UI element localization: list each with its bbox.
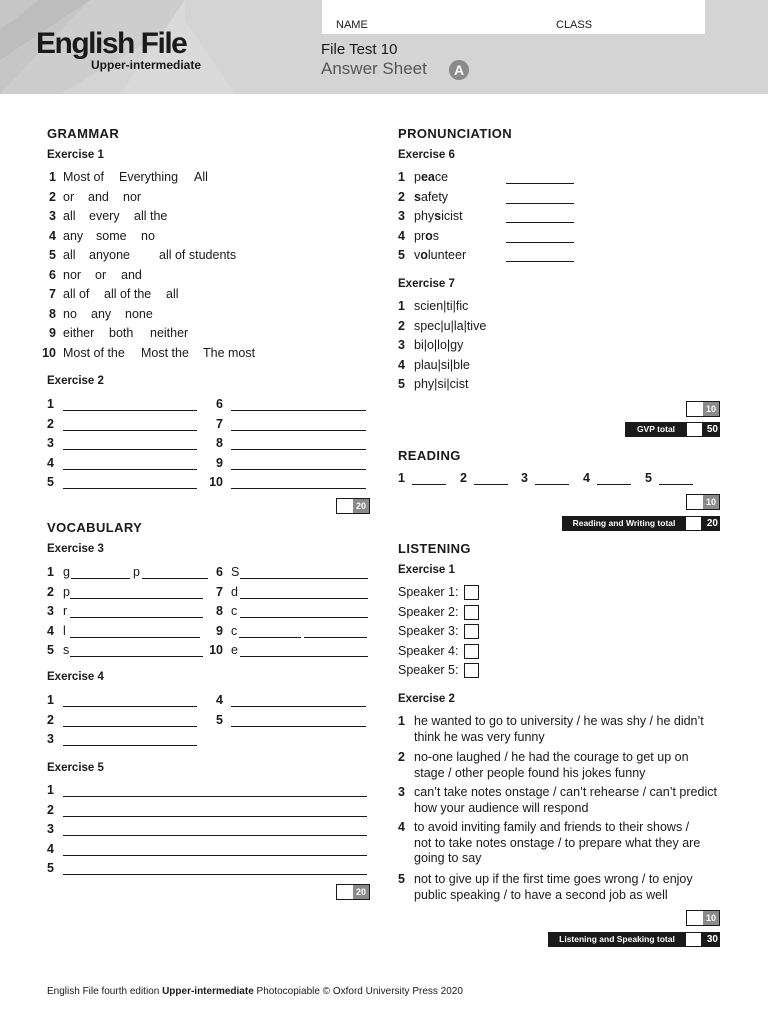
pronunciation-word: [414, 209, 463, 223]
answer-option[interactable]: Most the: [141, 345, 189, 360]
word-stress-sound: o: [420, 248, 428, 262]
grammar-heading: GRAMMAR: [47, 126, 120, 141]
class-label: CLASS: [556, 19, 593, 31]
word-part: pr: [414, 228, 426, 243]
answer-line[interactable]: [240, 656, 368, 657]
speaker-label: Speaker 2:: [398, 604, 459, 619]
speaker-label: Speaker 4:: [398, 643, 459, 658]
word-part: v: [414, 248, 421, 262]
first-letter: l: [63, 623, 66, 638]
answer-line[interactable]: [240, 617, 368, 618]
first-letter: p: [63, 584, 70, 599]
item-number: 1: [398, 714, 405, 728]
gvp-total-label: GVP total: [636, 424, 676, 434]
item-number: 4: [49, 228, 56, 243]
listening-score: 10: [703, 911, 719, 925]
pronunciation-score: 10: [703, 402, 719, 416]
answer-line-text: public speaking / to have a second job as well: [414, 887, 668, 902]
item-number: 5: [47, 643, 54, 657]
item-number: 4: [47, 841, 54, 856]
answer-line[interactable]: [659, 484, 693, 485]
item-number: 4: [47, 455, 54, 470]
answer-line-text: not to take notes onstage / to prepare what they are: [414, 835, 701, 850]
item-number: 4: [583, 471, 590, 485]
answer-sheet-title: Answer Sheet: [321, 59, 427, 78]
reading-writing-total-bar: [562, 516, 720, 531]
name-class-box: [322, 0, 705, 34]
word-part: afety: [420, 189, 449, 204]
answer-line-text: stage / other people found his jokes funny: [414, 765, 646, 780]
file-test-title: File Test 10: [321, 41, 398, 58]
answer-line[interactable]: [231, 410, 366, 411]
answer-option[interactable]: all: [166, 287, 179, 301]
footer: [47, 986, 463, 997]
word-part: icist: [441, 209, 463, 223]
first-letter: r: [63, 604, 68, 618]
word-part: p: [414, 170, 421, 184]
answer-line[interactable]: [63, 835, 367, 836]
item-number: 1: [47, 783, 54, 797]
answer-option[interactable]: The most: [203, 345, 256, 360]
word-part: ce: [434, 170, 449, 184]
item-number: 4: [398, 820, 405, 834]
pronunciation-exercise6-label: Exercise 6: [398, 149, 455, 161]
pronunciation-heading: PRONUNCIATION: [398, 126, 513, 141]
item-number: 3: [398, 209, 405, 223]
item-number: 4: [47, 623, 54, 638]
answer-option[interactable]: or: [63, 189, 75, 204]
syllable-word[interactable]: spec|u|la|tive: [414, 318, 487, 333]
answer-option[interactable]: all of the: [104, 287, 152, 301]
answer-line[interactable]: [63, 706, 197, 707]
answer-line-text: how your audience will respond: [414, 800, 589, 815]
pronunciation-word: [414, 190, 448, 204]
item-number: 2: [49, 189, 56, 204]
answer-option[interactable]: nor: [63, 267, 82, 282]
name-label: NAME: [336, 19, 368, 31]
item-number: 2: [460, 471, 467, 485]
pronunciation-word: [414, 229, 439, 243]
syllable-word[interactable]: scien|ti|fic: [414, 299, 469, 313]
speaker-answer-box[interactable]: [464, 605, 479, 620]
listening-answer: [414, 714, 704, 745]
answer-line[interactable]: [231, 726, 366, 727]
item-number: 9: [216, 455, 223, 470]
listening-exercise1-label: Exercise 1: [398, 564, 455, 576]
answer-option[interactable]: both: [109, 326, 134, 340]
vocabulary-score: 20: [353, 885, 369, 899]
answer-line[interactable]: [70, 637, 200, 638]
gvp-total-blank: [687, 423, 702, 436]
answer-line-text: he wanted to go to university / he was shy / he didn’t: [414, 714, 704, 728]
answer-line[interactable]: [231, 706, 366, 707]
footer-copyright: Photocopiable © Oxford University Press 2020: [256, 986, 463, 997]
answer-line[interactable]: [597, 484, 631, 485]
vocabulary-exercise4-label: Exercise 4: [47, 671, 104, 683]
reading-heading: READING: [398, 448, 461, 463]
speaker-label: Speaker 1:: [398, 585, 459, 599]
answer-option[interactable]: none: [125, 306, 153, 321]
answer-option[interactable]: all of students: [159, 248, 237, 262]
first-letter: s: [63, 643, 70, 657]
version-badge: A: [449, 60, 469, 80]
item-number: 8: [216, 436, 223, 450]
brand-level: Upper-intermediate: [91, 58, 202, 72]
grammar-exercise1-label: Exercise 1: [47, 149, 104, 161]
answer-line[interactable]: [231, 469, 366, 470]
answer-line[interactable]: [506, 261, 574, 262]
word-stress-sound: s: [434, 209, 442, 223]
answer-option[interactable]: All: [194, 170, 208, 184]
pronunciation-exercise7-label: Exercise 7: [398, 278, 455, 290]
vocabulary-score-box: [336, 884, 370, 900]
first-letter: p: [133, 565, 140, 579]
item-number: 8: [216, 604, 223, 618]
answer-option[interactable]: either: [63, 326, 95, 340]
answer-option[interactable]: and: [88, 189, 109, 204]
listening-heading: LISTENING: [398, 541, 471, 556]
first-letter: d: [231, 584, 238, 599]
answer-line[interactable]: [240, 578, 368, 579]
answer-option[interactable]: all of: [63, 287, 90, 301]
item-number: 5: [645, 471, 652, 485]
item-number: 5: [47, 861, 54, 875]
item-number: 5: [398, 377, 405, 391]
item-number: 6: [216, 565, 223, 579]
item-number: 2: [47, 802, 54, 817]
answer-option[interactable]: all: [63, 248, 76, 262]
answer-line[interactable]: [71, 578, 130, 579]
first-letter: c: [231, 604, 238, 618]
item-number: 2: [398, 318, 405, 333]
item-number: 5: [49, 248, 56, 262]
footer-edition: English File fourth edition: [47, 986, 160, 997]
syllable-word[interactable]: plau|si|ble: [414, 357, 470, 372]
item-number: 5: [47, 475, 54, 489]
answer-option[interactable]: some: [96, 228, 127, 243]
item-number: 2: [398, 750, 405, 764]
listening-answer: [414, 820, 700, 867]
word-stress-sound: o: [425, 228, 433, 243]
item-number: 3: [47, 732, 54, 746]
word-part: s: [432, 228, 440, 243]
listening-answer: [414, 872, 693, 903]
grammar-score-box: [336, 498, 370, 514]
answer-option[interactable]: Everything: [119, 170, 179, 184]
answer-line[interactable]: [474, 484, 508, 485]
answer-line[interactable]: [63, 816, 367, 817]
answer-line[interactable]: [63, 796, 367, 797]
item-number: 1: [47, 397, 54, 411]
item-number: 2: [398, 189, 405, 204]
word-part: lunteer: [427, 248, 467, 262]
item-number: 4: [398, 357, 405, 372]
listening-exercise2-label: Exercise 2: [398, 693, 455, 705]
gvp-total-bar: [625, 422, 720, 437]
speaker-label: Speaker 3:: [398, 624, 459, 638]
speaker-answer-box[interactable]: [464, 624, 479, 639]
item-number: 5: [216, 712, 223, 727]
answer-line[interactable]: [506, 203, 574, 204]
item-number: 7: [49, 287, 56, 301]
item-number: 3: [47, 436, 54, 450]
answer-line[interactable]: [70, 656, 203, 657]
first-letter: S: [231, 565, 240, 579]
brand-title: English File: [36, 27, 187, 60]
answer-option[interactable]: Most of: [63, 170, 104, 184]
item-number: 10: [209, 475, 223, 489]
speaker-answer-box[interactable]: [464, 663, 479, 678]
pronunciation-word: [414, 248, 466, 262]
answer-option[interactable]: and: [121, 267, 142, 282]
answer-line[interactable]: [70, 617, 203, 618]
footer-level: Upper-intermediate: [162, 986, 254, 997]
item-number: 3: [398, 785, 405, 799]
item-number: 1: [47, 693, 54, 707]
listening-answer: [414, 785, 717, 816]
listening-score-box: [686, 910, 720, 926]
item-number: 1: [47, 565, 54, 579]
answer-line[interactable]: [63, 855, 367, 856]
item-number: 2: [47, 712, 54, 727]
answer-line[interactable]: [506, 222, 574, 223]
item-number: 3: [47, 604, 54, 618]
listening-speaking-total-bar: [548, 932, 720, 947]
answer-line[interactable]: [63, 410, 197, 411]
item-number: 6: [216, 397, 223, 411]
item-number: 1: [398, 170, 405, 184]
answer-line[interactable]: [240, 598, 368, 599]
item-number: 3: [47, 822, 54, 836]
item-number: 5: [398, 872, 405, 886]
answer-option[interactable]: anyone: [89, 248, 131, 262]
pronunciation-score-box: [686, 401, 720, 417]
answer-option[interactable]: neither: [150, 326, 189, 340]
answer-line[interactable]: [63, 469, 197, 470]
syllable-word[interactable]: bi|o|lo|gy: [414, 338, 464, 352]
listening-speaking-total-blank: [686, 933, 701, 946]
answer-line[interactable]: [63, 430, 197, 431]
answer-line-text: not to give up if the first time goes wrong / to enjoy: [414, 872, 693, 886]
vocabulary-exercise5-label: Exercise 5: [47, 762, 104, 774]
reading-score: 10: [703, 495, 719, 509]
grammar-exercise2-label: Exercise 2: [47, 375, 104, 387]
item-number: 2: [47, 584, 54, 599]
item-number: 9: [49, 326, 56, 340]
vocabulary-heading: VOCABULARY: [47, 520, 143, 535]
item-number: 1: [398, 299, 405, 313]
item-number: 7: [216, 584, 223, 599]
item-number: 4: [398, 228, 405, 243]
answer-option[interactable]: any: [91, 306, 112, 321]
word-part: phy: [414, 209, 435, 223]
item-number: 10: [42, 345, 56, 360]
answer-line-text: no-one laughed / he had the courage to get up on: [414, 750, 689, 764]
reading-score-box: [686, 494, 720, 510]
answer-line[interactable]: [63, 874, 367, 875]
item-number: 1: [398, 471, 405, 485]
speaker-label: Speaker 5:: [398, 663, 459, 677]
item-number: 5: [398, 248, 405, 262]
answer-option[interactable]: no: [141, 228, 155, 243]
answer-line[interactable]: [231, 449, 366, 450]
speaker-answer-box[interactable]: [464, 644, 479, 659]
listening-speaking-total-label: Listening and Speaking total: [559, 934, 675, 944]
answer-line[interactable]: [506, 242, 574, 243]
answer-line[interactable]: [535, 484, 569, 485]
answer-line[interactable]: [304, 637, 367, 638]
word-stress-sound: ea: [420, 170, 435, 184]
answer-option[interactable]: all the: [134, 209, 168, 223]
answer-option[interactable]: or: [95, 267, 107, 282]
answer-option[interactable]: no: [63, 306, 77, 321]
answer-line-text: can’t take notes onstage / can’t rehearse / can’t predict: [414, 785, 717, 799]
word-stress-sound: s: [414, 189, 421, 204]
listening-answer: [414, 750, 689, 781]
answer-line[interactable]: [506, 183, 574, 184]
grammar-score: 20: [353, 499, 369, 513]
item-number: 3: [521, 471, 528, 485]
answer-line-text: think he was very funny: [414, 729, 545, 744]
item-number: 1: [49, 170, 56, 184]
answer-line[interactable]: [412, 484, 446, 485]
answer-option[interactable]: any: [63, 228, 84, 243]
syllable-word[interactable]: phy|si|cist: [414, 377, 469, 391]
reading-writing-total-label: Reading and Writing total: [572, 518, 676, 528]
reading-writing-total-blank: [686, 517, 701, 530]
item-number: 7: [216, 416, 223, 431]
item-number: 4: [216, 693, 223, 707]
first-letter: e: [231, 643, 238, 657]
answer-line[interactable]: [70, 598, 203, 599]
answer-line[interactable]: [63, 745, 197, 746]
answer-line[interactable]: [239, 637, 301, 638]
answer-line[interactable]: [231, 430, 366, 431]
answer-line[interactable]: [142, 578, 208, 579]
item-number: 9: [216, 623, 223, 638]
item-number: 3: [49, 209, 56, 223]
gvp-total-value: 50: [706, 424, 718, 435]
answer-line-text: to avoid inviting family and friends to their shows /: [414, 820, 690, 834]
reading-writing-total-value: 20: [706, 518, 718, 529]
answer-option[interactable]: all: [63, 209, 76, 223]
answer-line[interactable]: [63, 726, 197, 727]
answer-line[interactable]: [231, 488, 366, 489]
speaker-answer-box[interactable]: [464, 585, 479, 600]
answer-option[interactable]: nor: [123, 189, 142, 204]
first-letter: c: [231, 623, 238, 638]
answer-line-text: going to say: [414, 851, 482, 865]
item-number: 2: [47, 416, 54, 431]
item-number: 10: [209, 643, 223, 657]
item-number: 8: [49, 306, 56, 321]
answer-option[interactable]: Most of the: [63, 345, 125, 360]
first-letter: g: [63, 565, 70, 579]
listening-speaking-total-value: 30: [706, 934, 718, 945]
answer-option[interactable]: every: [89, 209, 120, 223]
item-number: 6: [49, 267, 56, 282]
answer-line[interactable]: [63, 488, 197, 489]
answer-line[interactable]: [63, 449, 197, 450]
item-number: 3: [398, 338, 405, 352]
pronunciation-word: [414, 170, 448, 184]
vocabulary-exercise3-label: Exercise 3: [47, 543, 104, 555]
